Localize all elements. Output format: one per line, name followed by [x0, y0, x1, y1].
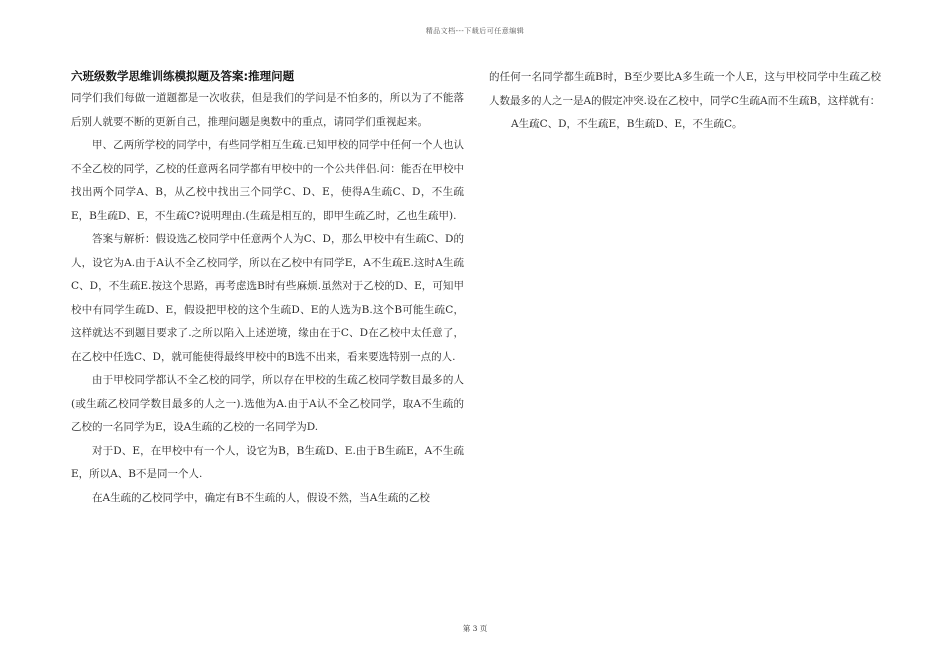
left-column [71, 66, 464, 510]
right-column [489, 66, 881, 137]
analysis-paragraph: 答案与解析：假设选乙校同学中任意两个人为C、D，那么甲校中有生疏C、D的人，设它为A.由于A认不全乙校同学，所以在乙校中有同学E，A不生疏E.这时A生疏C、D，不生疏E.按这个思路，再考虑选B时有些麻烦.虽然对于乙校的D、E，可知甲校中有同学生疏D、E，假设把甲校的这个生疏D、E的人选为B.这个B可能生疏C，这样就达不到题目要求了.之所以陷入上述逆境，缘由在于C、D在乙校中太任意了，在乙校中任选C、D，就可能使得最终甲校中的B选不出来，看来要选特别一点的人. [71, 233, 464, 363]
page-number: 第 3 页 [462, 624, 488, 633]
reasoning-paragraph: 由于甲校同学都认不全乙校的同学，所以存在甲校的生疏乙校同学数目最多的人(或生疏乙校同学数目最多的人之一).选他为A.由于A认不全乙校同学，取A不生疏的乙校的一名同学为E，设A生疏的乙校的一名同学为D. [71, 374, 464, 433]
intro-paragraph: 同学们我们每做一道题都是一次收获，但是我们的学问是不怕多的，所以为了不能落后别人就要不断的更新自己，推理问题是奥数中的重点，请同学们重视起来。 [71, 92, 464, 128]
header-note: 精品文档---下载后可任意编辑 [425, 27, 525, 35]
reasoning-paragraph: 对于D、E，在甲校中有一个人，设它为B，B生疏D、E.由于B生疏E，A不生疏E，所以A、B不是同一个人. [71, 444, 464, 480]
conclusion-paragraph: A生疏C、D，不生疏E，B生疏D、E，不生疏C。 [511, 118, 743, 130]
reasoning-paragraph: 在A生疏的乙校同学中，确定有B不生疏的人，假设不然，当A生疏的乙校 [92, 491, 430, 504]
continuation-paragraph: 的任何一名同学都生疏B时，B至少要比A多生疏一个人E，这与甲校同学中生疏乙校人数最多的人之一是A的假定冲突.设在乙校中，同学C生疏A而不生疏B，这样就有： [489, 71, 881, 107]
document-title: 六班级数学思维训练模拟题及答案:推理问题 [71, 69, 295, 83]
problem-paragraph: 甲、乙两所学校的同学中，有些同学相互生疏.已知甲校的同学中任何一个人也认不全乙校的同学，乙校的任意两名同学都有甲校中的一个公共伴侣.问：能否在甲校中找出两个同学A、B，从乙校中找出三个同学C、D、E，使得A生疏C、D，不生疏E，B生疏D、E，不生疏C?说明理由.(生疏是相互的，即甲生疏乙时，乙也生疏甲). [71, 139, 464, 222]
